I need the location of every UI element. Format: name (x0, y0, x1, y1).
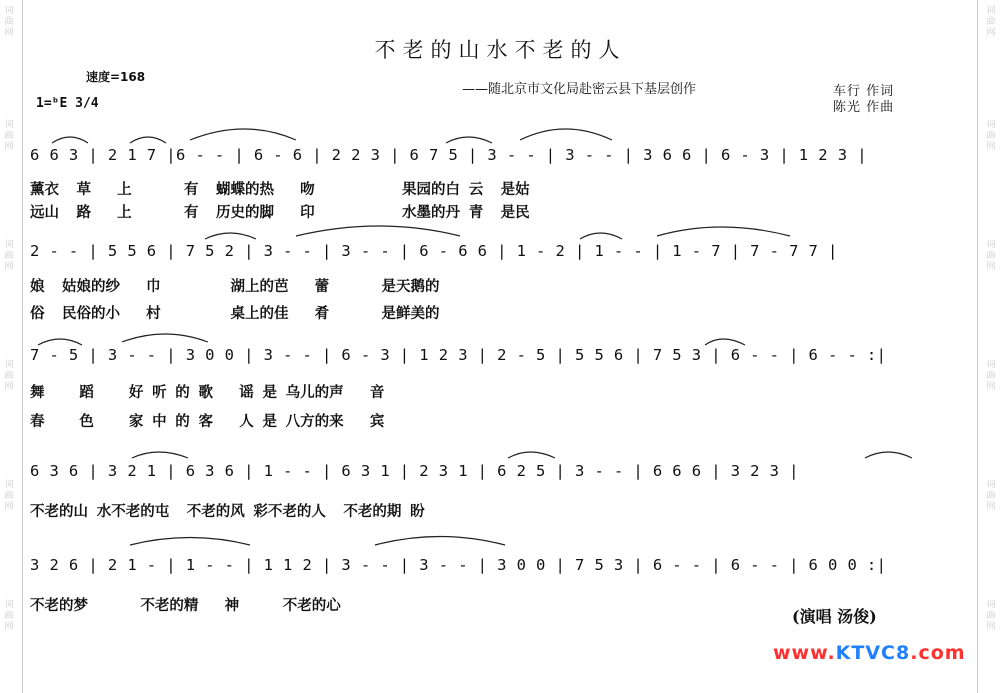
side-watermark: 词 曲 网 (4, 240, 14, 272)
slur-arc (190, 129, 296, 140)
side-watermark: 词 曲 网 (986, 480, 996, 512)
slur-arc (520, 129, 612, 140)
side-watermark: 词 曲 网 (4, 360, 14, 392)
slur-arc (865, 452, 912, 458)
lyric-line: 娘 姑娘的纱 巾 湖上的芭 蕾 是天鹅的 (30, 279, 440, 295)
lyric-line: 俗 民俗的小 村 桌上的佳 肴 是鲜美的 (30, 306, 440, 322)
lyricist-credit: 车行 作词 (833, 84, 895, 99)
url-prefix: www. (773, 642, 836, 664)
side-watermark: 词 曲 网 (986, 120, 996, 152)
lyric-line: 春 色 家 中 的 客 人 是 八方的来 宾 (30, 414, 385, 430)
slur-arc (296, 226, 460, 236)
lyric-line: 不老的梦 不老的精 神 不老的心 (30, 598, 341, 614)
site-url[interactable] (773, 642, 966, 664)
notation-line: 7 - 5 | 3 - - | 3 0 0 | 3 - - | 6 - 3 | 1 2 3 | 2 - 5 | 5 5 6 | 7 5 3 | 6 - - | 6 - - :| (30, 346, 887, 364)
side-watermark: 词 曲 网 (986, 6, 996, 38)
notation-line: 6 6 3 | 2 1 7 |6 - - | 6 - 6 | 2 2 3 | 6 7 5 | 3 - - | 3 - - | 3 6 6 | 6 - 3 | 1 2 3 | (30, 146, 867, 164)
url-suffix: .com (910, 642, 966, 664)
url-mid: KTVC8 (835, 642, 911, 664)
side-watermark: 词 曲 网 (4, 6, 14, 38)
side-watermark: 词 曲 网 (986, 240, 996, 272)
slur-arc (122, 334, 208, 342)
notation-line: 3 2 6 | 2 1 - | 1 - - | 1 1 2 | 3 - - | 3 - - | 3 0 0 | 7 5 3 | 6 - - | 6 - - | 6 0 0 :| (30, 556, 887, 574)
slur-arc (130, 137, 166, 143)
lyric-line: 不老的山 水不老的屯 不老的风 彩不老的人 不老的期 盼 (30, 504, 425, 520)
tempo-marking: 速度=168 (86, 70, 146, 84)
slur-arc (205, 233, 256, 239)
lyric-line: 薰衣 草 上 有 蝴蝶的热 吻 果园的白 云 是姑 (30, 182, 530, 198)
slur-arc (508, 452, 555, 458)
slur-arc (132, 452, 188, 458)
lyric-line: 舞 蹈 好 听 的 歌 谣 是 乌儿的声 音 (30, 385, 385, 401)
lyric-line: 远山 路 上 有 历史的脚 印 水墨的丹 青 是民 (30, 205, 530, 221)
slur-arc (446, 137, 492, 143)
side-watermark: 词 曲 网 (4, 480, 14, 512)
side-watermark: 词 曲 网 (4, 600, 14, 632)
side-watermark: 词 曲 网 (986, 360, 996, 392)
slur-arc (705, 339, 745, 345)
composer-credit: 陈光 作曲 (833, 100, 895, 115)
singer-credit: (演唱 汤俊) (792, 607, 877, 626)
notation-line: 6 3 6 | 3 2 1 | 6 3 6 | 1 - - | 6 3 1 | 2 3 1 | 6 2 5 | 3 - - | 6 6 6 | 3 2 3 | (30, 462, 799, 480)
song-title: 不老的山水不老的人 (374, 38, 627, 62)
notation-line: 2 - - | 5 5 6 | 7 5 2 | 3 - - | 3 - - | 6 - 6 6 | 1 - 2 | 1 - - | 1 - 7 | 7 - 7 7 | (30, 242, 838, 260)
key-signature: 1=ᵇE 3/4 (36, 96, 99, 111)
slur-arc (657, 227, 790, 236)
slur-arc (580, 233, 622, 239)
slur-arc (52, 137, 88, 143)
side-watermark: 词 曲 网 (986, 600, 996, 632)
slur-arc (38, 339, 82, 345)
song-subtitle: ——随北京市文化局赴密云县下基层创作 (462, 82, 697, 97)
slur-arc (375, 537, 505, 546)
slur-arc (130, 538, 250, 546)
side-watermark: 词 曲 网 (4, 120, 14, 152)
